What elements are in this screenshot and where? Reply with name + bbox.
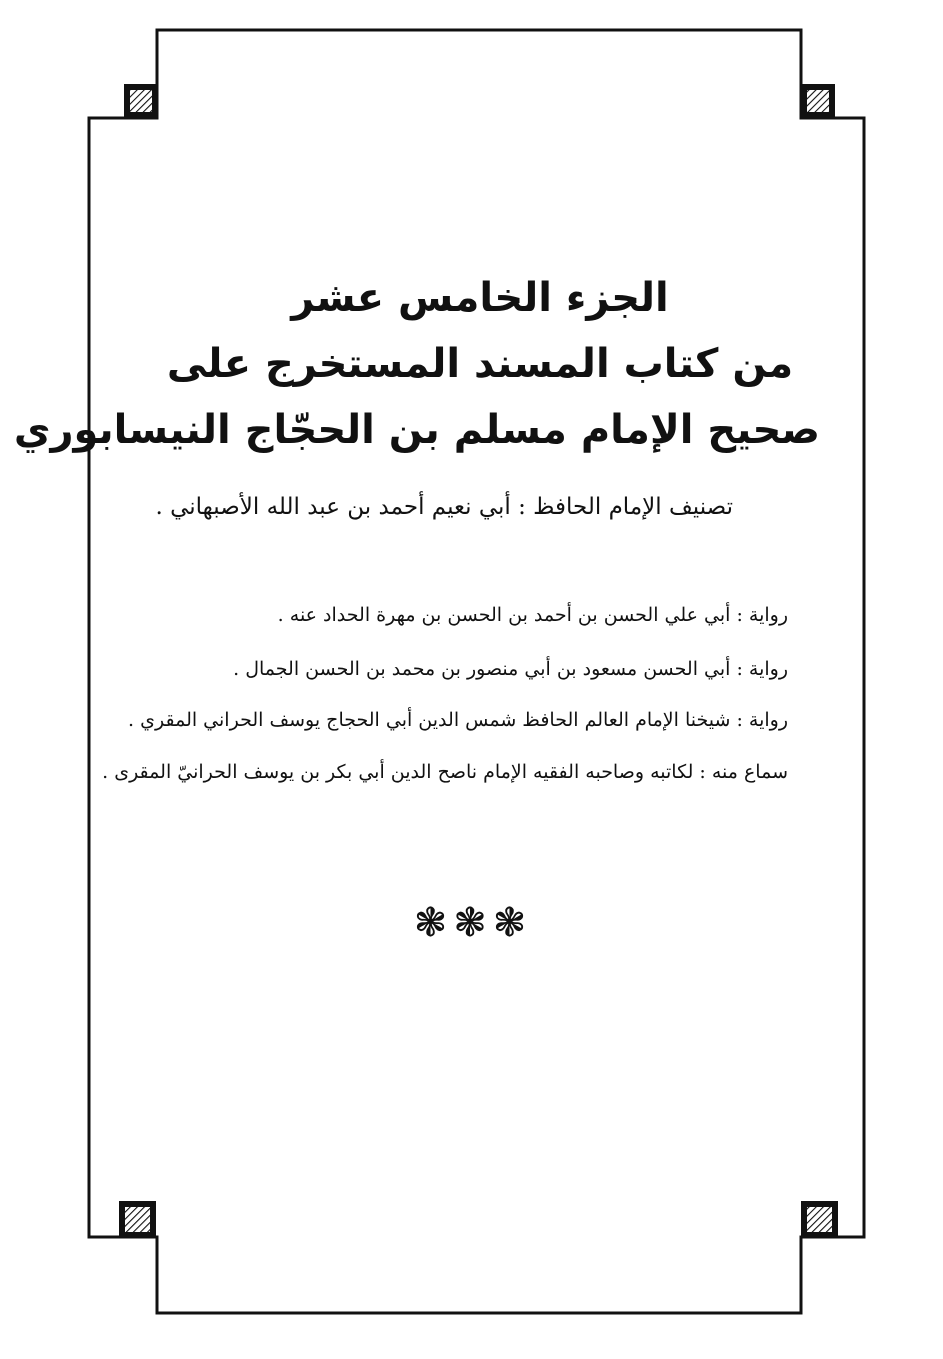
narration-line-2: رواية : أبي الحسن مسعود بن أبي منصور بن محمد بن الحسن الجمال . (233, 658, 788, 680)
author-line: تصنيف الإمام الحافظ : أبي نعيم أحمد بن عبد الله الأصبهاني . (155, 494, 733, 520)
title-line-2: من كتاب المسند المستخرج على (166, 341, 794, 387)
corner-ornament-top-left (124, 84, 158, 118)
narration-line-1: رواية : أبي علي الحسن بن أحمد بن الحسن بن مهرة الحداد عنه . (277, 604, 788, 626)
corner-ornament-bottom-right (801, 1201, 838, 1238)
title-line-1: الجزء الخامس عشر (291, 275, 669, 321)
corner-ornament-top-right (801, 84, 835, 118)
narration-line-3: رواية : شيخنا الإمام العالم الحافظ شمس الدين أبي الحجاج يوسف الحراني المقري . (128, 709, 788, 731)
narration-line-4: سماع منه : لكاتبه وصاحبه الفقيه الإمام ناصح الدين أبي بكر بن يوسف الحرانيّ المقرى . (102, 761, 788, 783)
star-ornament-icon: ❃❃❃ (413, 900, 533, 946)
corner-ornament-bottom-left (119, 1201, 156, 1238)
title-line-3: صحيح الإمام مسلم بن الحجّاج النيسابوري (13, 407, 820, 453)
